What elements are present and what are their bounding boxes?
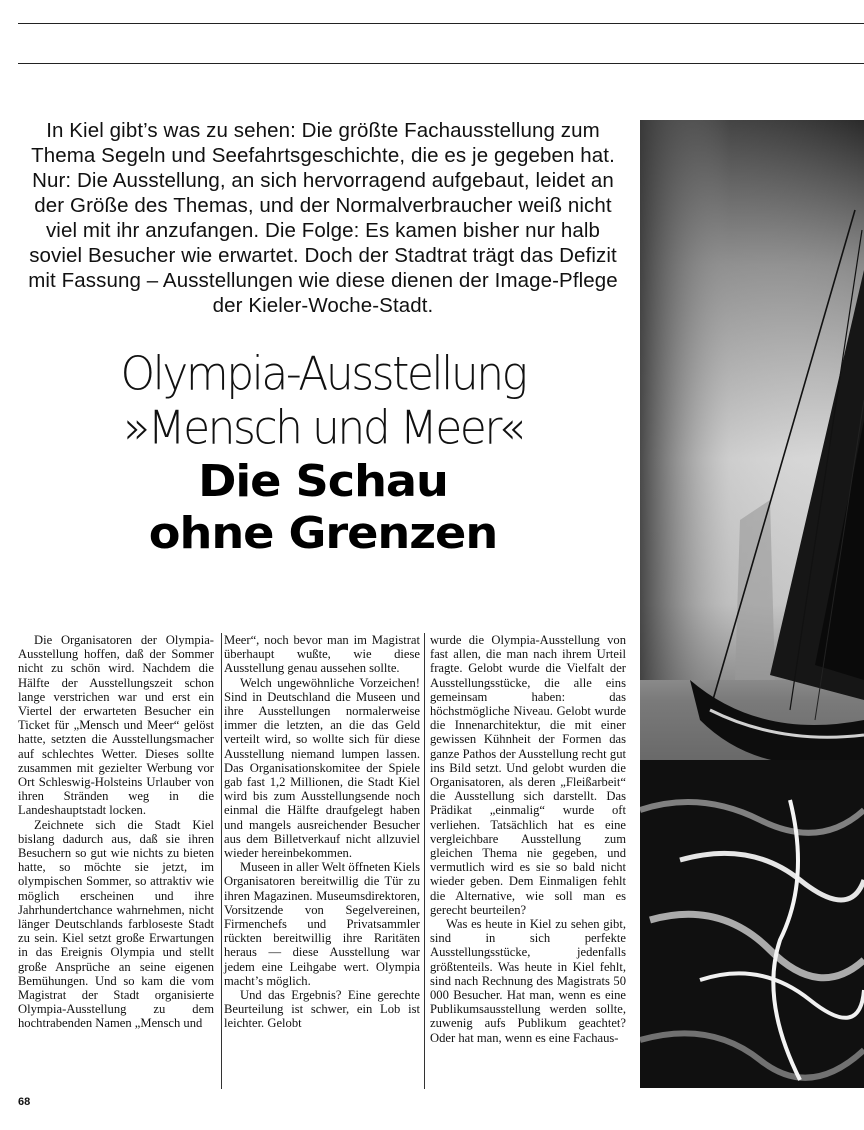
paragraph: Welch ungewöhnliche Vorzeichen! Sind in Deutschland die Museen und ihre Ausstellungen normalerweise immer die letzten, an die das Geld verteilt wird, so wollte sich für diese Ausstellung niemand lumpen lassen. Das Organisationskomitee der Spiele gab fast 1,2 Millionen, die Stadt Kiel wird bis zum Ausstellungsende noch einmal die Hälfte draufgelegt haben und mangels ausreichender Besucher aus dem Billetverkauf nicht allzuviel wieder hereinbekommen.: [224, 675, 420, 861]
headline-line-2: »Mensch und Meer«: [123, 401, 523, 456]
headline-line-3: Die Schau: [198, 456, 448, 507]
paragraph: Was es heute in Kiel zu sehen gibt, sind in sich perfekte Ausstellungsstücke, jedenfalls größtenteils. Was heute in Kiel fehlt, sind nach Rechnung des Magistrats 50 000 Besucher. Hat man, wenn es eine Publikumsausstellung werden sollte, zuwenig aufs Publikum geachtet? Oder hat man, wenn es eine Fachaus-: [430, 917, 626, 1045]
paragraph: Die Organisatoren der Olympia-Ausstellung hoffen, daß der Sommer nicht zu schön wird. Nachdem die Hälfte der Ausstellungszeit schon lange verstrichen war und erst ein Viertel der erwarteten Besucher ein Ticket für „Mensch und Meer“ gelöst hatte, setzten die Ausstellungsmacher auf schlechtes Wetter. Dieses sollte zusammen mit gezielter Werbung vor Ort Schleswig-Holsteins Urlauber von ihren Stränden weg in die Landeshauptstadt locken.: [18, 633, 214, 818]
page-number: 68: [18, 1096, 31, 1108]
paragraph: Museen in aller Welt öffneten Kiels Organisatoren bereitwillig die Tür zu ihren Magazinen. Museumsdirektoren, Vorsitzende von Segelvereinen, Firmenchefs und Privatsammler rückten bereitwillig ihre Raritäten heraus — diese Ausstellung war jedem eine Leihgabe wert. Olympia macht’s möglich.: [224, 860, 420, 988]
article-column-2: [224, 633, 420, 1091]
sailboat-photo: [640, 120, 864, 1088]
top-rule: [18, 23, 864, 24]
top-rule-second: [18, 63, 864, 64]
column-divider: [221, 633, 222, 1089]
paragraph: Zeichnete sich die Stadt Kiel bislang dadurch aus, daß sie ihren Besuchern so gut wie nichts zu bieten hatte, so möchte sie jetzt, im olympischen Sommer, so attraktiv wie möglich erscheinen und ihre Jahrhundertchance wahrnehmen, nicht länger Deutschlands farbloseste Stadt zu sein. Kiel setzt große Erwartungen in das Ereignis Olympia und stellt große Ansprüche an seine eigenen Bemühungen. Und so kam die vom Magistrat der Stadt organisierte Olympia-Ausstellung zu dem hochtrabenden Namen „Mensch und: [18, 817, 214, 1031]
paragraph: Und das Ergebnis? Eine gerechte Beurteilung ist schwer, ein Lob ist leichter. Gelobt: [224, 988, 420, 1031]
headline: [18, 348, 628, 560]
headline-line-4: ohne Grenzen: [148, 508, 498, 559]
column-divider: [424, 633, 425, 1089]
article-column-1: [18, 633, 214, 1091]
article-body: [18, 633, 626, 1091]
paragraph: Meer“, noch bevor man im Magistrat überhaupt wußte, wie diese Ausstellung genau aussehen sollte.: [224, 633, 420, 676]
headline-line-1: Olympia-Ausstellung: [120, 347, 526, 402]
paragraph: wurde die Olympia-Ausstellung von fast allen, die man nach ihrem Urteil fragte. Gelobt wurde die Vielfalt der Ausstellungsstücke, die alle eins gemeinsam haben: das höchstmögliche Niveau. Gelobt wurde die Innenarchitektur, die mit einer gewissen Kühnheit der Formen das ganze Pathos der Ausstellung recht gut ins Bild setzt. Und gelobt wurden die Organisatoren, als deren „Fleißarbeit“ die Ausstellung sich darstellt. Das Prädikat „einmalig“ wurde oft verliehen. Tatsächlich hat es eine vergleichbare Ausstellung zum gleichen Thema nie gegeben, und vermutlich wird es sie so bald nicht wieder geben. Dem Einmaligen fehlt die Alternative, wie soll man es gerecht beurteilen?: [430, 633, 626, 917]
intro-paragraph: In Kiel gibt’s was zu sehen: Die größte Fachausstellung zum Thema Segeln und Seefahrtsgeschichte, die es je gegeben hat. Nur: Die Ausstellung, an sich hervorragend aufgebaut, leidet an der Größe des Themas, und der Normalverbraucher weiß nicht viel mit ihr anzufangen. Die Folge: Es kamen bisher nur halb soviel Besucher wie erwartet. Doch der Stadtrat trägt das Defizit mit Fassung – Ausstellungen wie diese dienen der Image-Pflege der Kieler-Woche-Stadt.: [28, 119, 618, 317]
article-column-3: [430, 633, 626, 1091]
